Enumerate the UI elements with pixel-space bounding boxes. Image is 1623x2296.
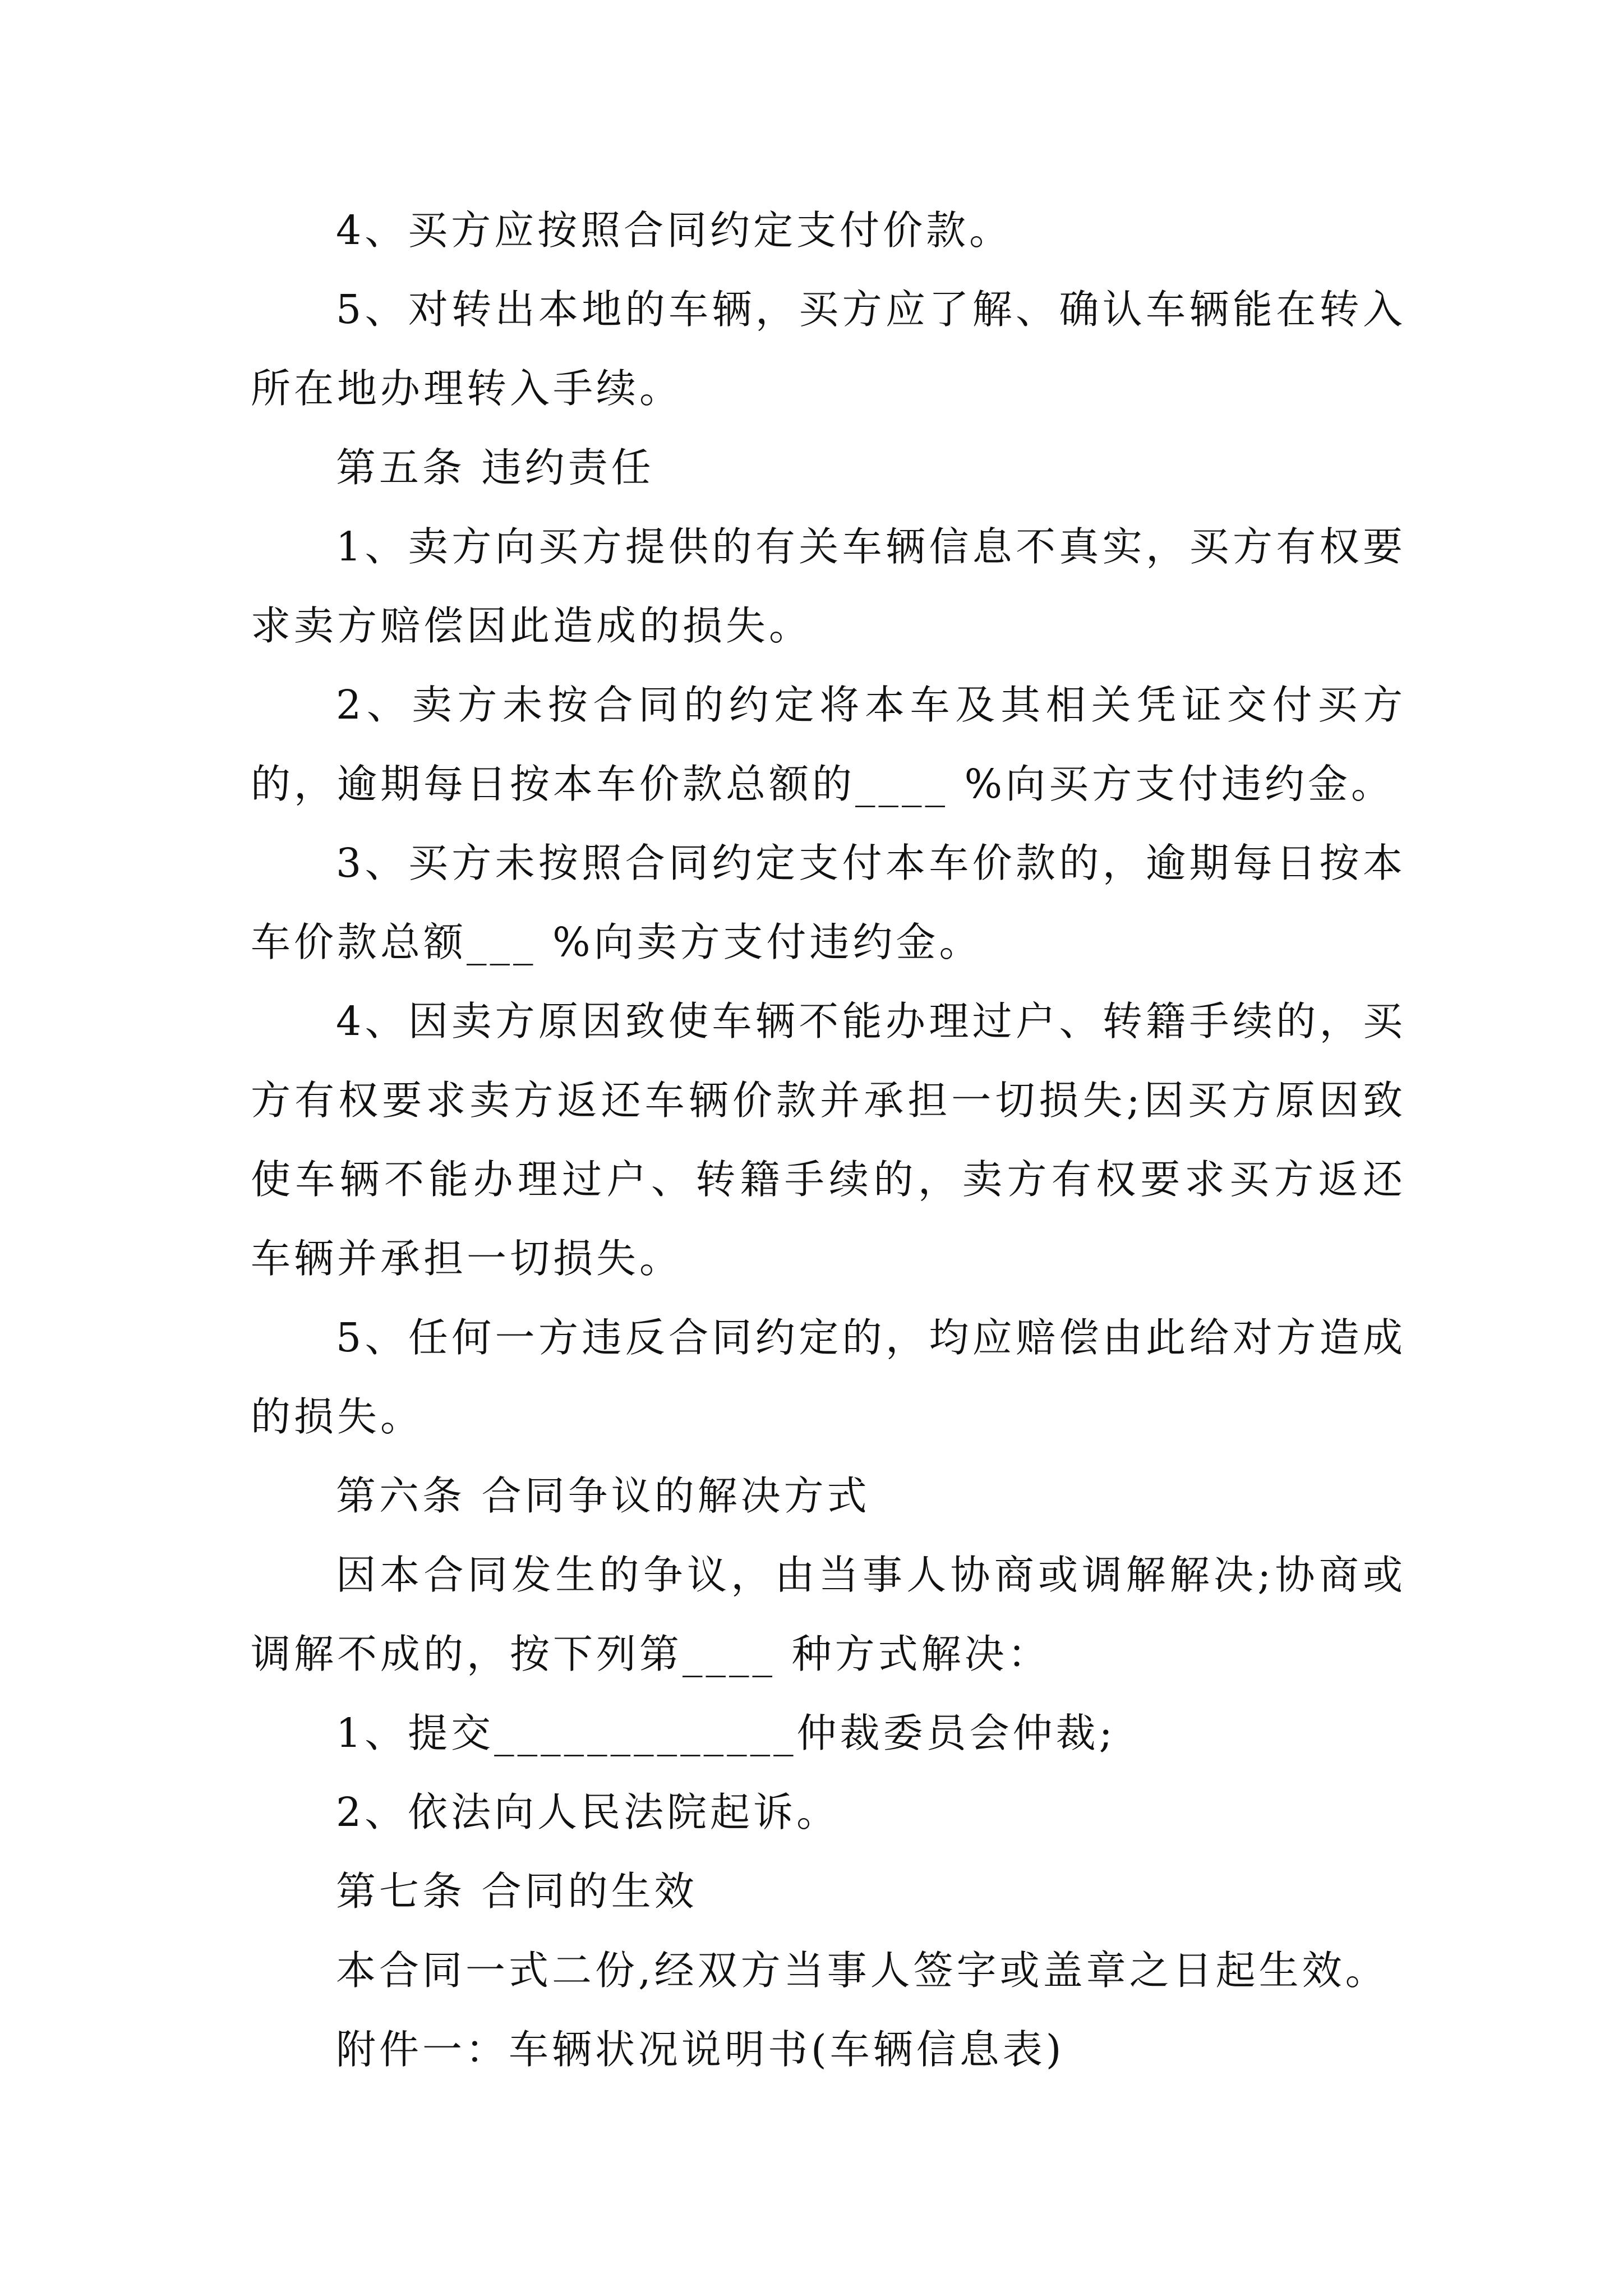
option-arbitration: 1、提交_____________仲裁委员会仲裁;	[336, 1710, 1116, 1756]
clause-buyer-delay: 3、买方未按照合同约定支付本车价款的，逾期每日按本车价款总额___ %向卖方支付违约金。	[251, 840, 1406, 965]
clause-false-info: 1、卖方向买方提供的有关车辆信息不真实，买方有权要求卖方赔偿因此造成的损失。	[251, 523, 1406, 649]
article-7-heading: 第七条 合同的生效	[336, 1868, 698, 1915]
clause-buyer-payment: 4、买方应按照合同约定支付价款。	[336, 207, 1013, 254]
clause-seller-delay: 2、卖方未按合同的约定将本车及其相关凭证交付买方的，逾期每日按本车价款总额的____ %向买方支付违约金。	[251, 682, 1406, 807]
article-6-heading: 第六条 合同争议的解决方式	[336, 1473, 870, 1519]
clause-transfer-failure: 4、因卖方原因致使车辆不能办理过户、转籍手续的，买方有权要求卖方返还车辆价款并承担一切损失;因买方原因致使车辆不能办理过户、转籍手续的，卖方有权要求买方返还车辆并承担一切损失。	[251, 998, 1406, 1282]
clause-breach-compensation: 5、任何一方违反合同约定的，均应赔偿由此给对方造成的损失。	[251, 1314, 1406, 1440]
clause-effectiveness: 本合同一式二份,经双方当事人签字或盖章之日起生效。	[336, 1947, 1389, 1994]
clause-buyer-transfer: 5、对转出本地的车辆，买方应了解、确认车辆能在转入所在地办理转入手续。	[251, 286, 1406, 412]
article-5-heading: 第五条 违约责任	[336, 444, 654, 491]
document-body	[251, 191, 1406, 2089]
attachment-note: 附件一：车辆状况说明书(车辆信息表)	[336, 2026, 1065, 2073]
option-court: 2、依法向人民法院起诉。	[336, 1789, 840, 1835]
clause-dispute-resolution: 因本合同发生的争议，由当事人协商或调解解决;协商或调解不成的，按下列第____ 种方式解决：	[251, 1552, 1406, 1677]
